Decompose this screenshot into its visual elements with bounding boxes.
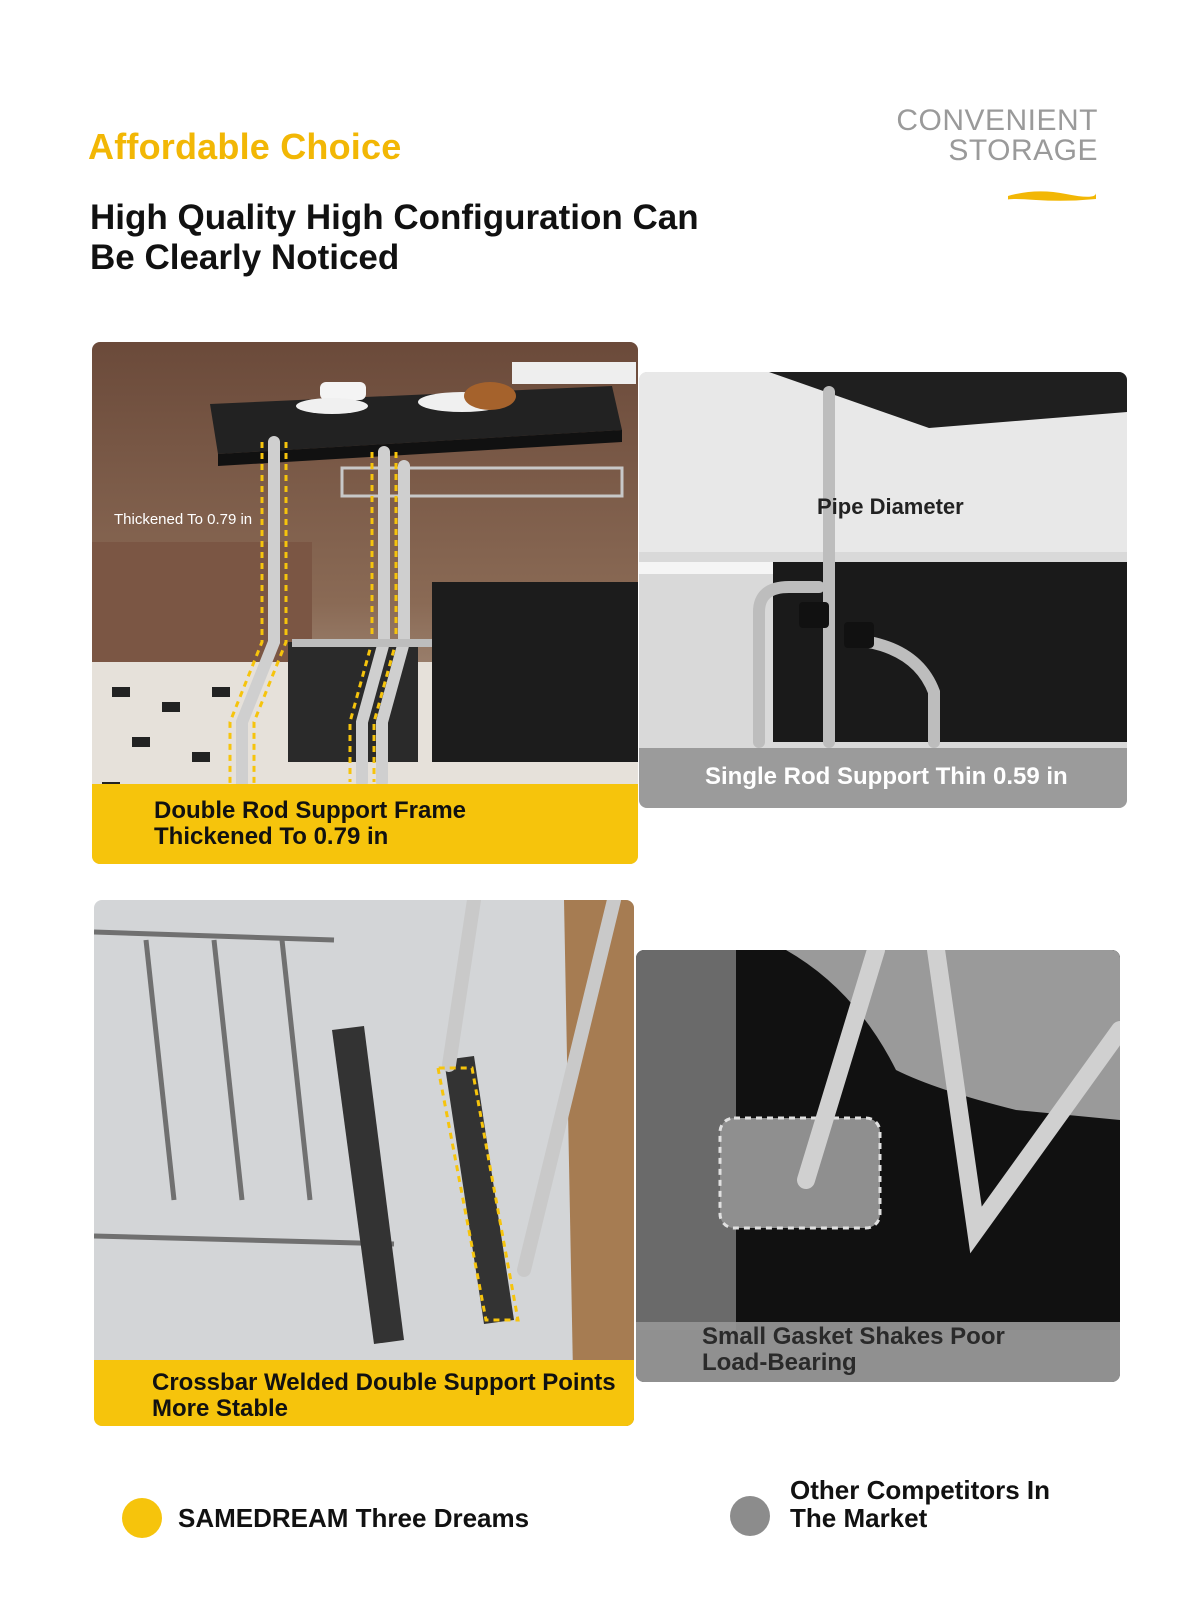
competitor-legend-line2: The Market — [790, 1503, 928, 1533]
corner-label-line2: STORAGE — [948, 134, 1098, 167]
product-photo-single-rod — [639, 372, 1127, 808]
caption-crossbar-line2: More Stable — [152, 1395, 289, 1422]
competitor-legend-label — [790, 1476, 1050, 1532]
brush-stroke-decoration — [1006, 188, 1098, 202]
caption-crossbar — [94, 1360, 634, 1426]
caption-single-rod-text: Single Rod Support Thin 0.59 in — [705, 763, 1068, 790]
caption-small-gasket-line2: Load-Bearing — [702, 1349, 857, 1376]
corner-label-line1: CONVENIENT — [896, 104, 1098, 137]
page-title: High Quality High Configuration Can Be Clearly Noticed — [90, 198, 699, 277]
caption-single-rod — [639, 748, 1127, 808]
section-tag: Affordable Choice — [88, 126, 402, 167]
caption-crossbar-line1: Crossbar Welded Double Support Points — [152, 1369, 616, 1396]
caption-small-gasket — [636, 1322, 1120, 1382]
corner-label — [896, 106, 1098, 166]
crossbar-illustration — [94, 900, 634, 1426]
caption-double-rod — [92, 784, 638, 864]
brand-legend-dot — [122, 1498, 162, 1538]
caption-double-rod-line1: Double Rod Support Frame — [154, 797, 466, 824]
competitor-legend-line1: Other Competitors In — [790, 1475, 1051, 1505]
product-photo-double-rod — [92, 342, 638, 864]
product-photo-small-gasket — [636, 950, 1120, 1382]
pipe-diameter-label: Pipe Diameter — [817, 494, 964, 519]
caption-double-rod-line2: Thickened To 0.79 in — [154, 823, 389, 850]
competitor-legend-dot — [730, 1496, 770, 1536]
small-gasket-illustration — [636, 950, 1120, 1382]
single-rod-illustration — [639, 372, 1127, 808]
caption-small-gasket-line1: Small Gasket Shakes Poor — [702, 1323, 1005, 1350]
brand-legend-label: SAMEDREAM Three Dreams — [178, 1503, 530, 1533]
product-photo-crossbar — [94, 900, 634, 1426]
thickness-overlay-label: Thickened To 0.79 in — [114, 511, 253, 528]
